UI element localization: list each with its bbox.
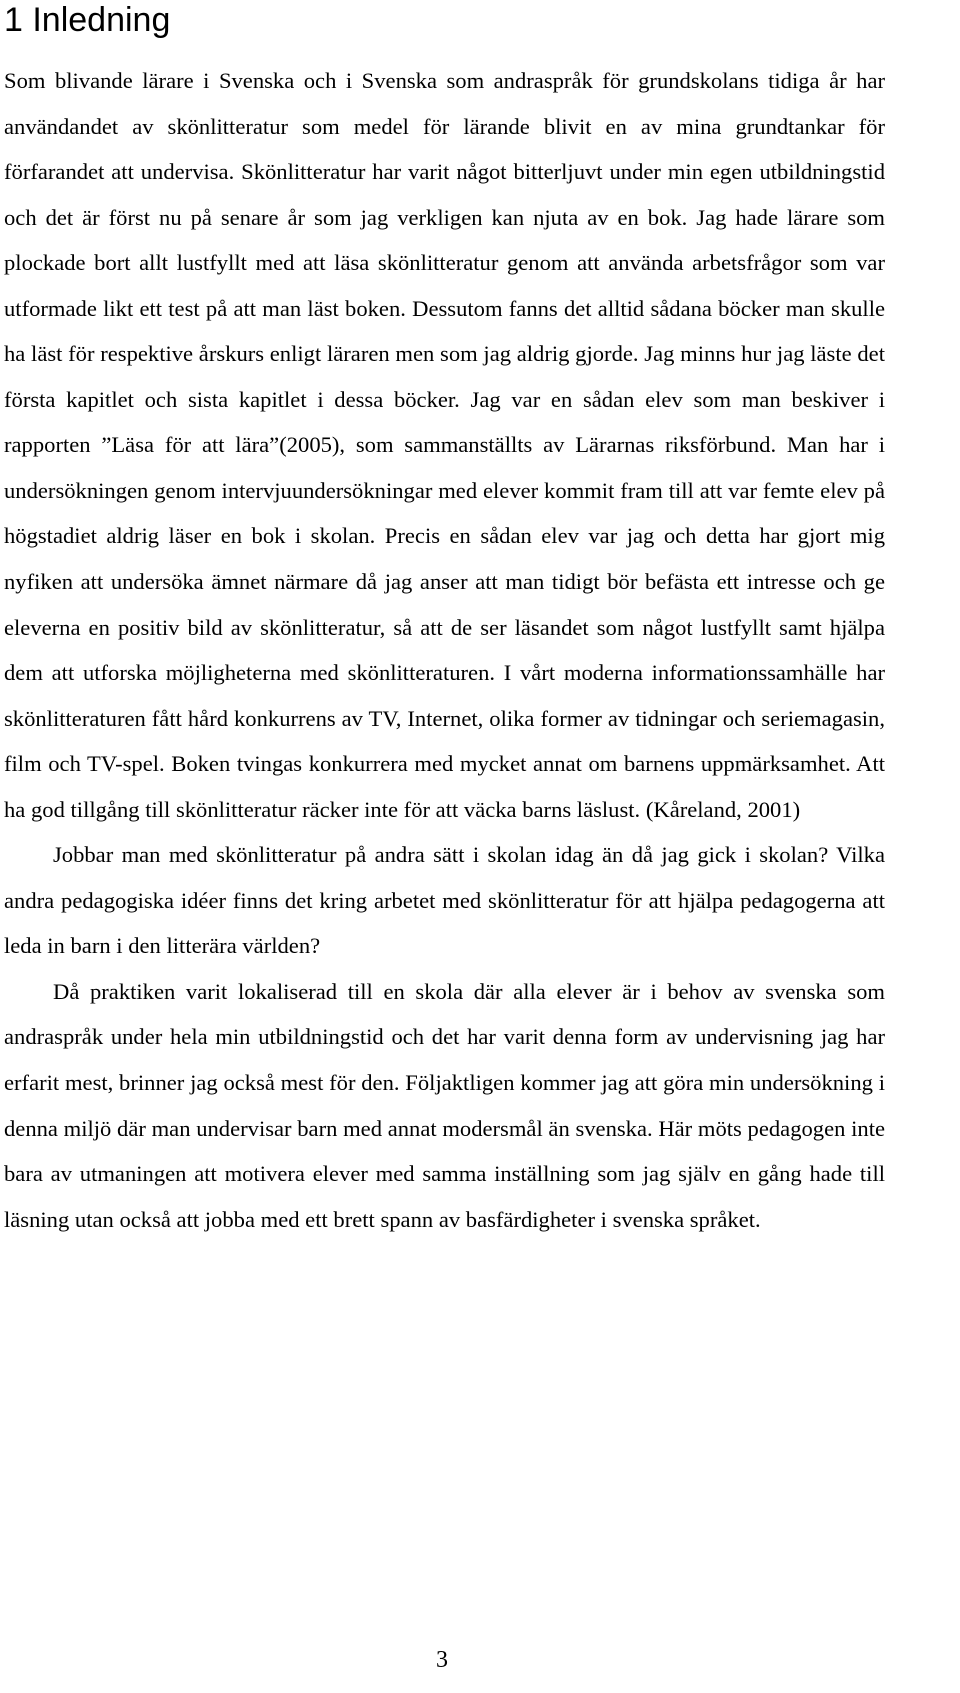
body-text [4,58,885,1242]
paragraph-intro: Som blivande lärare i Svenska och i Svenska som andraspråk för grundskolans tidiga år har användandet av skönlitteratur som medel för lärande blivit en av mina grundtankar för förfarandet att undervisa. Skönlitteratur har varit något bitterljuvt under min egen utbildningstid och det är först nu på senare år som jag verkligen kan njuta av en bok. Jag hade lärare som plockade bort allt lustfyllt med att läsa skönlitteratur genom att använda arbetsfrågor som var utformade likt ett test på att man läst boken. Dessutom fanns det alltid sådana böcker man skulle ha läst för respektive årskurs enligt läraren men som jag aldrig gjorde. Jag minns hur jag läste det första kapitlet och sista kapitlet i dessa böcker. Jag var en sådan elev som man beskiver i rapporten ”Läsa för att lära”(2005), som sammanställts av Lärarnas riksförbund. Man har i undersökningen genom intervjuundersökningar med elever kommit fram till att var femte elev på högstadiet aldrig läser en bok i skolan. Precis en sådan elev var jag och detta har gjort mig nyfiken att undersöka ämnet närmare då jag anser att man tidigt bör befästa ett intresse och ge eleverna en positiv bild av skönlitteratur, så att de ser läsandet som något lustfyllt samt hjälpa dem att utforska möjligheterna med skönlitteraturen. I vårt moderna informationssamhälle har skönlitteraturen fått hård konkurrens av TV, Internet, olika former av tidningar och seriemagasin, film och TV-spel. Boken tvingas konkurrera med mycket annat om barnens uppmärksamhet. Att ha god tillgång till skönlitteratur räcker inte för att väcka barns läslust. (Kåreland, 2001) [4,68,885,822]
paragraph-questions: Jobbar man med skönlitteratur på andra sätt i skolan idag än då jag gick i skolan? Vilka andra pedagogiska idéer finns det kring arbetet med skönlitteratur för att hjälpa pedagogerna att leda in barn i den litterära världen? [4,842,885,959]
section-heading: 1 Inledning [4,1,171,39]
page-number: 3 [436,1647,448,1673]
paragraph-context: Då praktiken varit lokaliserad till en skola där alla elever är i behov av svenska som andraspråk under hela min utbildningstid och det har varit denna form av undervisning jag har erfarit mest, brinner jag också mest för den. Följaktligen kommer jag att göra min undersökning i denna miljö där man undervisar barn med annat modersmål än svenska. Här möts pedagogen inte bara av utmaningen att motivera elever med samma inställning som jag själv en gång hade till läsning utan också att jobba med ett brett spann av basfärdigheter i svenska språket. [4,978,885,1232]
